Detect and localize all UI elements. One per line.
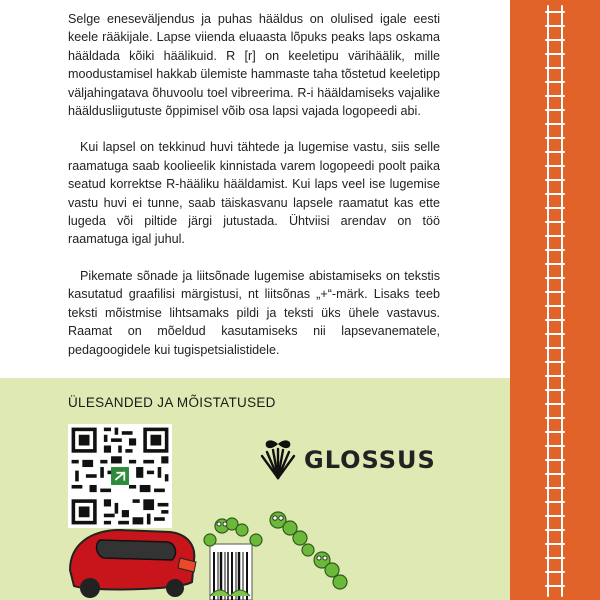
- robot-lawnmower-icon: [70, 530, 196, 598]
- paragraph-2: Kui lapsel on tekkinud huvi tähtede ja lugemise vastu, siis selle raamatuga saab koolieelik kinnistada varem logopeedi poolt paika seatud korrektse R-hääliku hääldamist. Kui laps veel ise lugemise vastu huvi ei tunne, saab täiskasvanu lapsele raamatut kas ette lugeda või piltide järgi jutustada. Ühtviisi arendav on töö raamatuga igal juhul.: [68, 140, 440, 247]
- section-heading: ÜLESANDED JA MÕISTATUSED: [68, 395, 276, 410]
- glossus-fan-logo-icon: [258, 438, 298, 482]
- caterpillar-characters-icon: [204, 512, 347, 600]
- logo-text: GLOSSUS: [304, 446, 436, 474]
- illustration: [60, 500, 360, 600]
- body-text: [68, 10, 440, 377]
- side-stripe: [510, 0, 600, 600]
- paragraph-3: Pikemate sõnade ja liitsõnade lugemise abistamiseks on tekstis kasutatud graafilisi märgistusi, nt liitsõnas „+“-märk. Lisaks teeb teksti mõistmise lihtsamaks pildi ja teksti üks ühele vastavus. Raamat on mõeldud kasutamiseks nii lapsevanematele, pedagoogidele kui tugispetsialistidele.: [68, 268, 440, 357]
- publisher-logo: [258, 438, 438, 482]
- paragraph-1: Selge eneseväljendus ja puhas hääldus on olulised igale eesti keele rääkijale. Lapse viienda eluaasta lõpuks peaks laps oskama hääldada kõiki häälikuid. R [r] on keeletipu värihäälik, mille moodustamisel hakkab ülemiste hammaste taha tõstetud keeletipp väljahingatava õhuvoolu toel vibreerima. R-i hääldamiseks vajalike hääldusliigutuste õppimisel võib osa lapsi vajada logopeedi abi.: [68, 12, 440, 119]
